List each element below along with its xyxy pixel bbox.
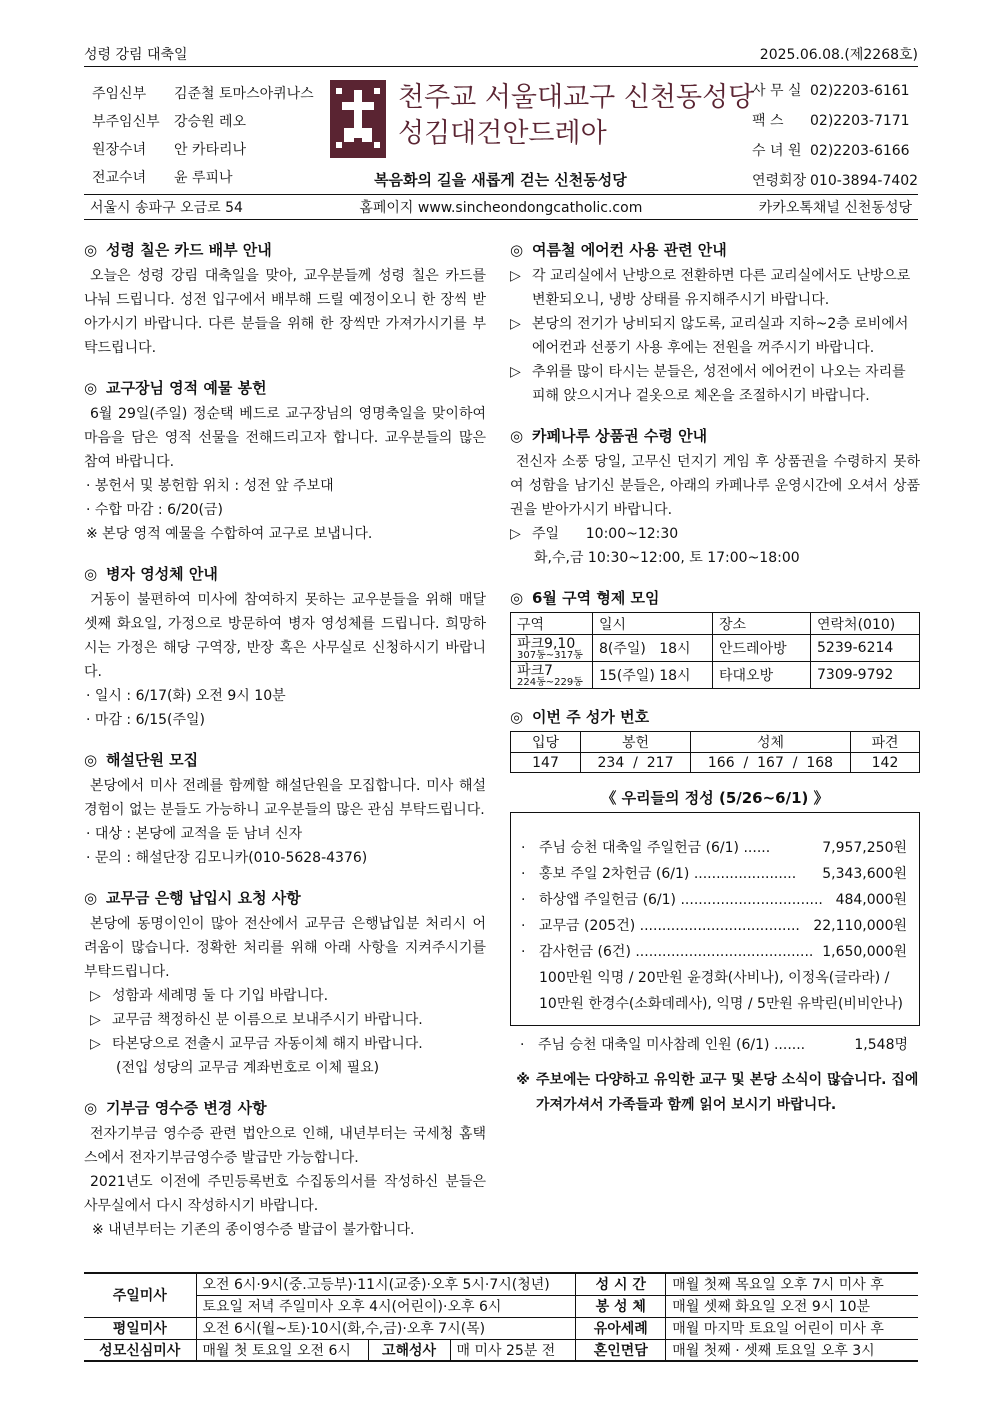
schedule-label: 고해성사 xyxy=(368,1339,450,1361)
contact-list xyxy=(752,76,918,196)
section-title: 교무금 은행 납입시 요청 사항 xyxy=(106,889,301,907)
section-body: 6월 29일(주일) 정순택 베드로 교구장님의 영명축일을 맞이하여 마음을 담은 영적 선물을 전해드리고자 합니다. 교우분들의 많은 참여 바랍니다. xyxy=(84,406,486,470)
contact-label: 사 무 실 xyxy=(752,83,802,99)
kakao-channel: 카카오톡채널 신천동성당 xyxy=(758,200,912,216)
triangle-icon: ▷ xyxy=(510,316,521,332)
schedule-value: 매월 마지막 토요일 어린이 미사 후 xyxy=(666,1317,918,1339)
section-title: 병자 영성체 안내 xyxy=(106,565,218,583)
schedule-value: 오전 6시(월~토)·10시(화,수,금)·오후 7시(목) xyxy=(196,1317,576,1339)
table-header: 봉헌 xyxy=(581,732,691,753)
hymn-table xyxy=(510,731,920,773)
section-body: 오늘은 성령 강림 대축일을 맞아, 교우분들께 성령 칠은 카드를 나눠 드립니다. 성전 입구에서 배부해 드릴 예정이오니 한 장씩 받아가시기 바랍니다. 다른 분들을 위해 한 장씩만 가져가시기를 부탁드립니다. xyxy=(84,268,486,356)
church-logo-icon xyxy=(330,80,386,158)
section-zone-meeting: ◎ 6월 구역 형제 모임 구역 일시 장소 연락처(010) 파크9,10 307동~317동 8(주일) 18시 안드레아방 5239-6214 파크7 224동~229동 15(주일) 18시 타대오방 7309-9792 xyxy=(510,584,920,689)
section-bank-payment: ◎ 교무금 은행 납입시 요청 사항 본당에 동명이인이 많아 전산에서 교무금 은행납입분 처리시 어려움이 많습니다. 정확한 처리를 위해 아래 사항을 지켜주시기를 부탁드립니다. ▷ 성함과 세례명 둘 다 기입 바랍니다. ▷ 교무금 책정하신 분 이름으로 보내주시기 바랍니다. ▷ 타본당으로 전출시 교무금 자동이체 해지 바랍니다. (전입 성당의 교무금 계좌번호로 이체 필요) xyxy=(84,884,486,1080)
table-header: 일시 xyxy=(593,613,713,635)
table-header: 파견 xyxy=(851,732,920,753)
offering-row: · 교무금 (205건) .................................... 22,110,000원 xyxy=(521,913,907,939)
right-column xyxy=(510,236,920,1118)
offering-donors: 100만원 익명 / 20만원 윤경화(사비나), 이정옥(글라라) / 10만원 한경수(소화데레사), 익명 / 5만원 유박린(비비안나) xyxy=(539,970,903,1012)
offering-name: 하상앱 주일헌금 (6/1) ................................ xyxy=(539,892,823,908)
offering-row: · 감사헌금 (6건) ........................................ 1,650,000원 xyxy=(521,939,907,965)
offering-row: · 하상앱 주일헌금 (6/1) ................................ 484,000원 xyxy=(521,887,907,913)
list-item: 성함과 세례명 둘 다 기입 바랍니다. xyxy=(112,988,329,1004)
table-header: 구역 xyxy=(511,613,593,635)
list-note: ※ 내년부터는 기존의 종이영수증 발급이 불가합니다. xyxy=(92,1222,415,1238)
issue-date: 2025.06.08.(제2268호) xyxy=(759,47,918,63)
contact-label: 팩 스 xyxy=(752,113,784,129)
list-item: · 마감 : 6/15(주일) xyxy=(86,712,205,728)
zone-sub: 224동~229동 xyxy=(517,677,583,688)
section-title: 6월 구역 형제 모임 xyxy=(532,589,660,607)
list-item: 추위를 많이 타시는 분들은, 성전에서 에어컨이 나오는 자리를 피해 앉으시거나 겉옷으로 체온을 조절하시기 바랍니다. xyxy=(532,364,906,404)
divider xyxy=(84,219,918,220)
list-item: 본당의 전기가 낭비되지 않도록, 교리실과 지하~2층 로비에서 에어컨과 선풍기 사용 후에는 전원을 꺼주시기 바랍니다. xyxy=(532,316,909,356)
title-line-2: 성김대건안드레아 xyxy=(398,118,607,149)
hymn-number: 234 / 217 xyxy=(581,753,691,773)
table-header: 장소 xyxy=(713,613,811,635)
attendance-label: 주님 승천 대축일 미사참례 인원 (6/1) ....... xyxy=(538,1037,806,1053)
section-title: 성령 칠은 카드 배부 안내 xyxy=(106,241,272,259)
schedule-value: 매월 첫 토요일 오전 6시 xyxy=(196,1339,368,1361)
section-sick-communion: ◎ 병자 영성체 안내 거동이 불편하여 미사에 참여하지 못하는 교우분들을 위해 매달 셋째 화요일, 가정으로 방문하여 병자 영성체를 드립니다. 희망하시는 가정은 해당 구역장, 반장 혹은 사무실로 신청하시기 바랍니다. · 일시 : 6/17(화) 오전 9시 10분 · 마감 : 6/15(주일) xyxy=(84,560,486,732)
list-note: (전입 성당의 교무금 계좌번호로 이체 필요) xyxy=(116,1060,380,1076)
staff-name: 강승원 레오 xyxy=(174,114,247,130)
offering-name: 감사헌금 (6건) ........................................ xyxy=(539,944,814,960)
schedule-table xyxy=(84,1272,918,1362)
table-row xyxy=(511,662,920,689)
staff-name: 김준철 토마스아퀴나스 xyxy=(174,86,314,102)
section-body: 전신자 소풍 당일, 고무신 던지기 게임 후 상품권을 수령하지 못하여 성함을 남기신 분들은, 아래의 카페나루 운영시간에 오셔서 상품권을 받아가시기 바랍니다. xyxy=(510,454,920,518)
section-title: 기부금 영수증 변경 사항 xyxy=(106,1099,267,1117)
section-title: 교구장님 영적 예물 봉헌 xyxy=(106,379,267,397)
zone-place: 안드레아방 xyxy=(713,635,811,662)
notice-text: 주보에는 다양하고 유익한 교구 및 본당 소식이 많습니다. 집에 가져가셔서 가족들과 함께 읽어 보시기 바랍니다. xyxy=(536,1072,919,1113)
staff-role: 부주임신부 xyxy=(92,114,160,130)
triangle-icon: ▷ xyxy=(510,268,521,284)
schedule-value: 매월 첫째 목요일 오후 7시 미사 후 xyxy=(666,1273,918,1295)
schedule-label: 성 시 간 xyxy=(576,1273,666,1295)
offering-amount: 22,110,000원 xyxy=(813,918,907,934)
zone-name: 파크9,10 xyxy=(517,636,576,652)
list-item: · 일시 : 6/17(화) 오전 9시 10분 xyxy=(86,688,286,704)
list-item: 타본당으로 전출시 교무금 자동이체 해지 바랍니다. xyxy=(112,1036,423,1052)
section-spiritual-gift: ◎ 교구장님 영적 예물 봉헌 6월 29일(주일) 정순택 베드로 교구장님의 영명축일을 맞이하여 마음을 담은 영적 선물을 전해드리고자 합니다. 교우분들의 많은 참여 바랍니다. · 봉헌서 및 봉헌함 위치 : 성전 앞 주보대 · 수합 마감 : 6/20(금) ※ 본당 영적 예물을 수합하여 교구로 보냅니다. xyxy=(84,374,486,546)
offering-name: 주님 승천 대축일 주일헌금 (6/1) ...... xyxy=(539,840,771,856)
section-cards: ◎ 성령 칠은 카드 배부 안내 오늘은 성령 강림 대축일을 맞아, 교우분들께 성령 칠은 카드를 나눠 드립니다. 성전 입구에서 배부해 드릴 예정이오니 한 장씩 받아가시기 바랍니다. 다른 분들을 위해 한 장씩만 가져가시기를 부탁드립니다. xyxy=(84,236,486,360)
offering-name: 홍보 주일 2차헌금 (6/1) ....................... xyxy=(539,866,797,882)
zone-phone: 5239-6214 xyxy=(811,635,920,662)
church-title xyxy=(398,80,754,152)
top-line xyxy=(84,44,918,64)
info-bar xyxy=(84,197,918,217)
table-header: 연락처(010) xyxy=(811,613,920,635)
offering-box xyxy=(510,812,920,1026)
offering-row: · 홍보 주일 2차헌금 (6/1) ....................... 5,343,600원 xyxy=(521,861,907,887)
section-aircon: ◎ 여름철 에어컨 사용 관련 안내 ▷ 각 교리실에서 난방으로 전환하면 다른 교리실에서도 난방으로 변환되오니, 냉방 상태를 유지해주시기 바랍니다. ▷ 본당의 전기가 낭비되지 않도록, 교리실과 지하~2층 로비에서 에어컨과 선풍기 사용 후에는 전원을 꺼주시기 바랍니다. ▷ 추위를 많이 타시는 분들은, 성전에서 에어컨이 나오는 자리를 피해 앉으시거나 겉옷으로 체온을 조절하시기 바랍니다. xyxy=(510,236,920,408)
attendance-value: 1,548명 xyxy=(854,1037,908,1053)
offering-amount: 484,000원 xyxy=(835,892,907,908)
triangle-icon: ▷ xyxy=(510,364,521,380)
schedule-label: 혼인면담 xyxy=(576,1339,666,1361)
zone-sub: 307동~317동 xyxy=(517,650,583,661)
section-body: 전자기부금 영수증 관련 법안으로 인해, 내년부터는 국세청 홈택스에서 전자기부금영수증 발급만 가능합니다. xyxy=(84,1126,486,1166)
contact-value: 02)2203-7171 xyxy=(810,113,910,129)
cafe-hours: 화,수,금 10:30~12:00, 토 17:00~18:00 xyxy=(534,550,800,566)
schedule-label: 성모신심미사 xyxy=(84,1339,196,1361)
section-title: 여름철 에어컨 사용 관련 안내 xyxy=(532,241,727,259)
schedule-value: 매월 셋째 화요일 오전 9시 10분 xyxy=(666,1295,918,1317)
slogan: 복음화의 길을 새롭게 걷는 신천동성당 xyxy=(374,171,627,189)
section-body: 거동이 불편하여 미사에 참여하지 못하는 교우분들을 위해 매달 셋째 화요일, 가정으로 방문하여 병자 영성체를 드립니다. 희망하시는 가정은 해당 구역장, 반장 혹은 사무실로 신청하시기 바랍니다. xyxy=(84,592,486,680)
zone-place: 타대오방 xyxy=(713,662,811,689)
triangle-icon: ▷ xyxy=(90,988,101,1004)
section-donation-receipt: ◎ 기부금 영수증 변경 사항 전자기부금 영수증 관련 법안으로 인해, 내년부터는 국세청 홈택스에서 전자기부금영수증 발급만 가능합니다. 2021년도 이전에 주민등록번호 수집동의서를 작성하신 분들은 사무실에서 다시 작성하시기 바랍니다. ※ 내년부터는 기존의 종이영수증 발급이 불가합니다. xyxy=(84,1094,486,1242)
section-body: 본당에서 미사 전례를 함께할 해설단원을 모집합니다. 미사 해설 경험이 없는 분들도 가능하니 교우분들의 많은 관심 부탁드립니다. xyxy=(84,778,486,818)
schedule-label: 봉 성 체 xyxy=(576,1295,666,1317)
offering-row: · 주님 승천 대축일 주일헌금 (6/1) ...... 7,957,250원 xyxy=(521,835,907,861)
zone-phone: 7309-9792 xyxy=(811,662,920,689)
list-item: ※ 본당 영적 예물을 수합하여 교구로 보냅니다. xyxy=(86,526,373,542)
section-body: 본당에 동명이인이 많아 전산에서 교무금 은행납입분 처리시 어려움이 많습니다. 정확한 처리를 위해 아래 사항을 지켜주시기를 부탁드립니다. xyxy=(84,916,486,980)
zone-when: 8(주일) 18시 xyxy=(593,635,713,662)
list-item: 각 교리실에서 난방으로 전환하면 다른 교리실에서도 난방으로 변환되오니, 냉방 상태를 유지해주시기 바랍니다. xyxy=(532,268,911,308)
triangle-icon: ▷ xyxy=(510,526,521,542)
offering-amount: 7,957,250원 xyxy=(822,840,907,856)
contact-value: 02)2203-6166 xyxy=(810,143,910,159)
homepage-link[interactable]: 홈페이지 www.sincheondongcatholic.com xyxy=(359,200,643,216)
section-cafe-voucher: ◎ 카페나루 상품권 수령 안내 전신자 소풍 당일, 고무신 던지기 게임 후 상품권을 수령하지 못하여 성함을 남기신 분들은, 아래의 카페나루 운영시간에 오셔서 상품권을 받아가시기 바랍니다. ▷ 주일 10:00~12:30 화,수,금 10:30~12:00, 토 17:00~18:00 xyxy=(510,422,920,570)
staff-role: 원장수녀 xyxy=(92,142,147,158)
zone-table xyxy=(510,612,920,689)
mass-schedule xyxy=(84,1272,918,1362)
hymn-number: 142 xyxy=(851,753,920,773)
section-title: 이번 주 성가 번호 xyxy=(532,708,650,726)
schedule-value: 매월 첫째 · 셋째 토요일 오후 3시 xyxy=(666,1339,918,1361)
list-item: · 봉헌서 및 봉헌함 위치 : 성전 앞 주보대 xyxy=(86,478,334,494)
triangle-icon: ▷ xyxy=(90,1036,101,1052)
offering-title: 《 우리들의 정성 (5/26~6/1) 》 xyxy=(601,789,829,807)
hymn-number: 166 / 167 / 168 xyxy=(691,753,851,773)
staff-role: 주임신부 xyxy=(92,86,147,102)
offering-section xyxy=(510,787,920,1118)
schedule-label: 유아세례 xyxy=(576,1317,666,1339)
offering-name: 교무금 (205건) .................................... xyxy=(539,918,800,934)
cafe-hours: 주일 10:00~12:30 xyxy=(532,526,679,542)
triangle-icon: ▷ xyxy=(90,1012,101,1028)
schedule-value: 오전 6시·9시(중.고등부)·11시(교중)·오후 5시·7시(청년) xyxy=(196,1273,576,1295)
title-line-1: 천주교 서울대교구 신천동성당 xyxy=(398,82,755,113)
section-title: 해설단원 모집 xyxy=(106,751,199,769)
staff-name: 윤 루피나 xyxy=(174,170,233,186)
table-header: 성체 xyxy=(691,732,851,753)
section-title: 카페나루 상품권 수령 안내 xyxy=(532,427,708,445)
staff-name: 안 카타리나 xyxy=(174,142,247,158)
contact-label: 연령회장 xyxy=(752,173,807,189)
schedule-label: 주일미사 xyxy=(84,1273,196,1317)
attendance-row: · 주님 승천 대축일 미사참례 인원 (6/1) ....... 1,548명 xyxy=(510,1026,920,1058)
offering-amount: 1,650,000원 xyxy=(822,944,907,960)
section-hymns: ◎ 이번 주 성가 번호 입당 봉헌 성체 파견 147 234 / 217 166 / 167 / 168 142 xyxy=(510,703,920,773)
section-commentators: ◎ 해설단원 모집 본당에서 미사 전례를 함께할 해설단원을 모집합니다. 미사 해설 경험이 없는 분들도 가능하니 교우분들의 많은 관심 부탁드립니다. · 대상 : 본당에 교적을 둔 남녀 신자 · 문의 : 해설단장 김모니카(010-5628-4376) xyxy=(84,746,486,870)
contact-value: 02)2203-6161 xyxy=(810,83,910,99)
table-row xyxy=(511,635,920,662)
offering-amount: 5,343,600원 xyxy=(822,866,907,882)
hymn-number: 147 xyxy=(511,753,581,773)
feast-name: 성령 강림 대축일 xyxy=(84,47,188,63)
contact-label: 수 녀 원 xyxy=(752,143,802,159)
address: 서울시 송파구 오금로 54 xyxy=(90,200,243,216)
bulletin-notice: ※ 주보에는 다양하고 유익한 교구 및 본당 소식이 많습니다. 집에 가져가셔서 가족들과 함께 읽어 보시기 바랍니다. xyxy=(510,1068,920,1118)
list-item: · 문의 : 해설단장 김모니카(010-5628-4376) xyxy=(86,850,368,866)
zone-when: 15(주일) 18시 xyxy=(593,662,713,689)
schedule-value: 매 미사 25분 전 xyxy=(450,1339,576,1361)
divider xyxy=(84,66,918,67)
list-item: 교무금 책정하신 분 이름으로 보내주시기 바랍니다. xyxy=(112,1012,423,1028)
staff-role: 전교수녀 xyxy=(92,170,147,186)
staff-list xyxy=(92,80,314,192)
table-header: 입당 xyxy=(511,732,581,753)
schedule-value: 토요일 저녁 주일미사 오후 4시(어린이)·오후 6시 xyxy=(196,1295,576,1317)
contact-value: 010-3894-7402 xyxy=(810,173,919,189)
list-item: · 수합 마감 : 6/20(금) xyxy=(86,502,223,518)
zone-name: 파크7 xyxy=(517,663,553,679)
list-item: · 대상 : 본당에 교적을 둔 남녀 신자 xyxy=(86,826,303,842)
left-column xyxy=(84,236,486,1256)
divider xyxy=(84,194,918,195)
schedule-label: 평일미사 xyxy=(84,1317,196,1339)
section-body: 2021년도 이전에 주민등록번호 수집동의서를 작성하신 분들은 사무실에서 다시 작성하시기 바랍니다. xyxy=(84,1174,486,1214)
